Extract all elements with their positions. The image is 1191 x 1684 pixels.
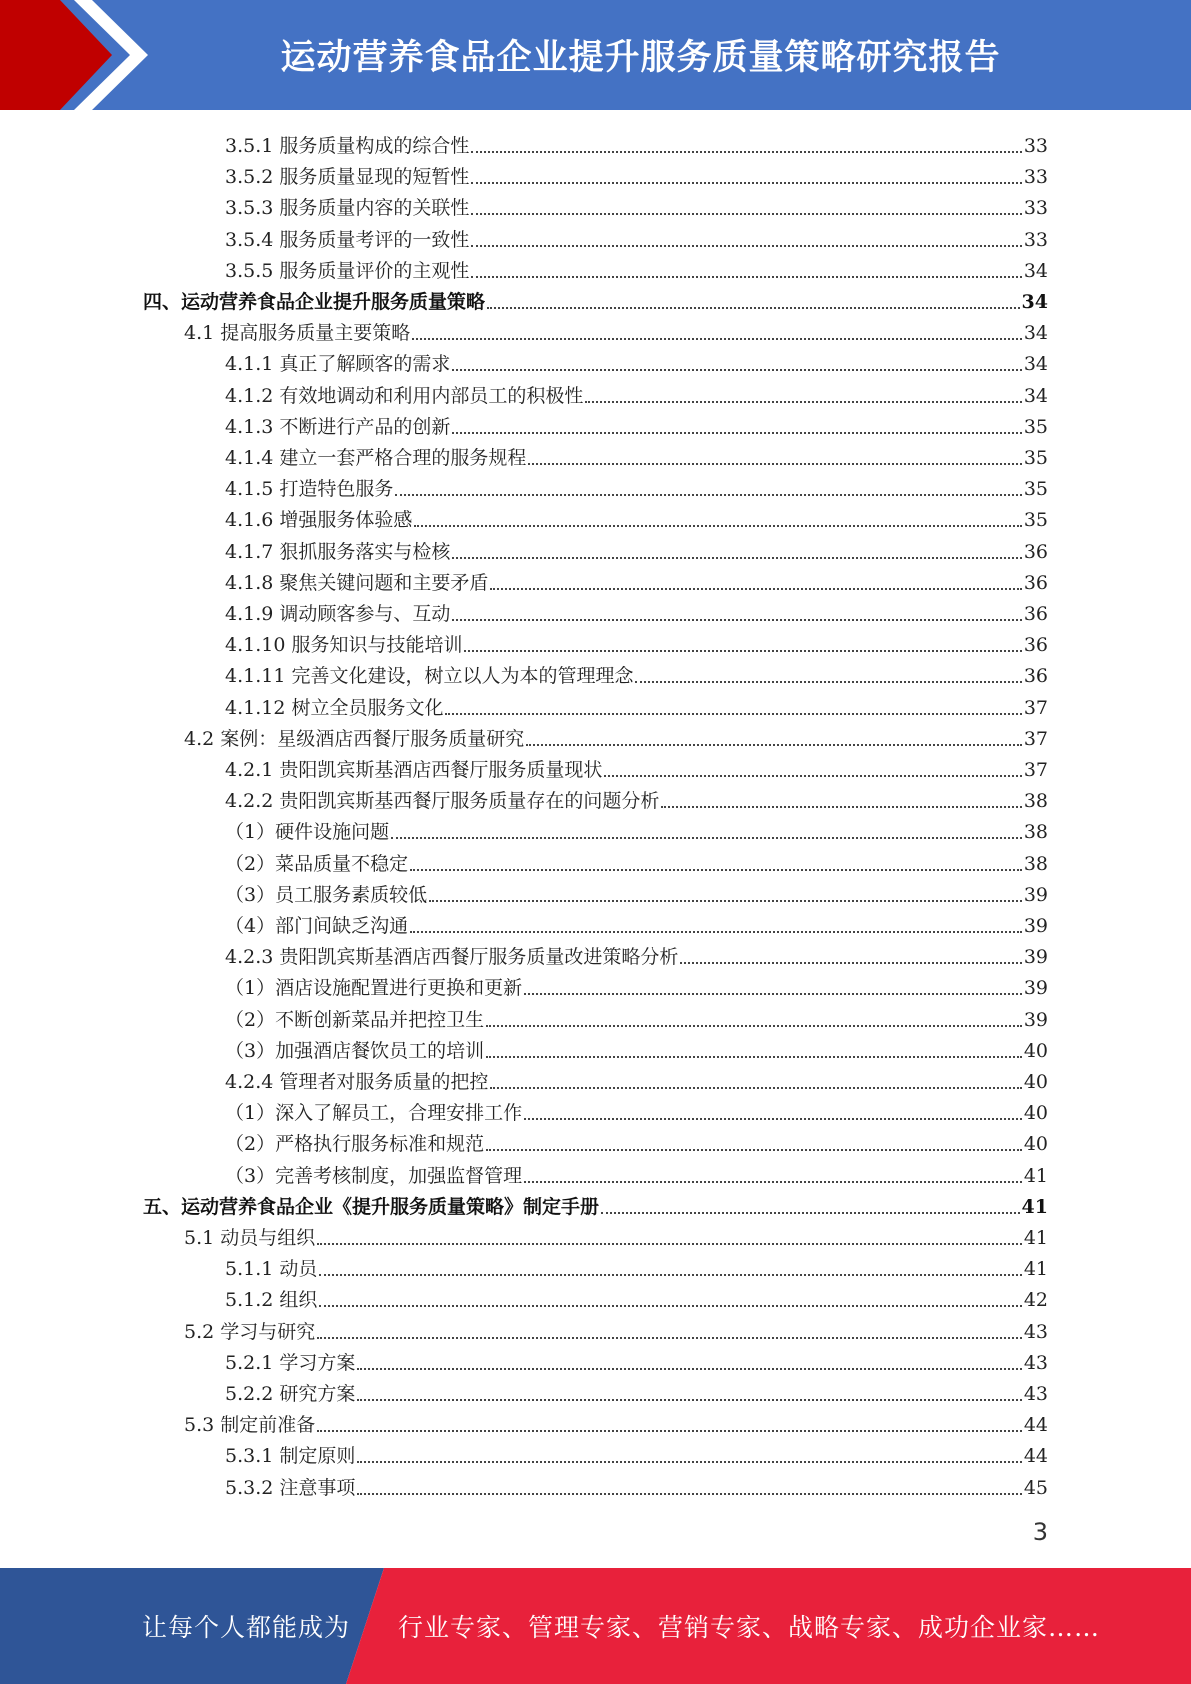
toc-dot-leader [357, 1368, 1021, 1370]
toc-dot-leader [357, 1399, 1021, 1401]
toc-entry-title: （3）加强酒店餐饮员工的培训 [225, 1040, 485, 1062]
toc-dot-leader [680, 962, 1021, 964]
toc-entry-page: 40 [1023, 1102, 1048, 1124]
toc-dot-leader [486, 1149, 1022, 1151]
toc-entry[interactable] [225, 1094, 1048, 1125]
toc-entry-title: 4.1 提高服务质量主要策略 [184, 322, 411, 344]
toc-dot-leader [604, 775, 1021, 777]
toc-dot-leader [524, 993, 1022, 995]
toc-entry-page: 34 [1023, 260, 1048, 282]
toc-entry-page: 36 [1023, 634, 1048, 656]
toc-dot-leader [471, 276, 1021, 278]
toc-entry-title: （2）菜品质量不稳定 [225, 853, 409, 875]
footer-banner [0, 1568, 1191, 1684]
header-bar [0, 0, 1191, 110]
toc-entry-title: 5.1.2 组织 [225, 1289, 318, 1311]
toc-dot-leader [471, 151, 1021, 153]
toc-entry-page: 41 [1023, 1227, 1048, 1249]
toc-entry-page: 45 [1023, 1477, 1048, 1499]
toc-entry[interactable] [225, 439, 1048, 470]
toc-dot-leader [395, 494, 1021, 496]
toc-entry[interactable] [225, 782, 1048, 813]
toc-entry[interactable] [184, 314, 1048, 345]
toc-entry-title: 3.5.5 服务质量评价的主观性 [225, 260, 470, 282]
toc-entry[interactable] [225, 1157, 1048, 1188]
toc-entry-title: （1）深入了解员工，合理安排工作 [225, 1102, 523, 1124]
toc-entry[interactable] [225, 1250, 1048, 1281]
toc-entry-title: 4.1.3 不断进行产品的创新 [225, 416, 451, 438]
footer-slogan-left: 让每个人都能成为 [142, 1613, 351, 1642]
toc-dot-leader [601, 1212, 1020, 1214]
toc-entry-page: 41 [1023, 1258, 1048, 1280]
toc-entry[interactable] [225, 595, 1048, 626]
toc-dot-leader [452, 619, 1021, 621]
toc-entry-title: （3）完善考核制度，加强监督管理 [225, 1165, 523, 1187]
toc-dot-leader [429, 900, 1022, 902]
toc-dot-leader [490, 1087, 1021, 1089]
toc-entry-title: 4.2.4 管理者对服务质量的把控 [225, 1071, 489, 1093]
toc-entry[interactable] [225, 158, 1048, 189]
toc-entry-title: 3.5.3 服务质量内容的关联性 [225, 197, 470, 219]
toc-entry-page: 34 [1023, 322, 1048, 344]
toc-entry[interactable] [225, 221, 1048, 252]
toc-entry-page: 34 [1023, 385, 1048, 407]
toc-entry-page: 33 [1023, 166, 1048, 188]
toc-entry[interactable] [225, 689, 1048, 720]
toc-entry[interactable] [225, 408, 1048, 439]
toc-entry-title: 5.3.2 注意事项 [225, 1477, 356, 1499]
toc-dot-leader [410, 931, 1022, 933]
toc-entry-title: 4.1.9 调动顾客参与、互动 [225, 603, 451, 625]
toc-entry-title: 4.1.6 增强服务体验感 [225, 509, 413, 531]
toc-entry-title: 5.2 学习与研究 [184, 1321, 316, 1343]
toc-entry-title: 5.3 制定前准备 [184, 1414, 316, 1436]
toc-entry-page: 33 [1023, 197, 1048, 219]
toc-entry-page: 39 [1023, 977, 1048, 999]
toc-entry-page: 37 [1023, 759, 1048, 781]
toc-dot-leader [452, 369, 1021, 371]
toc-entry-title: 5.1 动员与组织 [184, 1227, 316, 1249]
toc-dot-leader [317, 1243, 1022, 1245]
toc-dot-leader [319, 1305, 1021, 1307]
page-number: 3 [1032, 1518, 1048, 1546]
toc-entry-page: 36 [1023, 603, 1048, 625]
toc-dot-leader [412, 338, 1022, 340]
toc-entry-page: 38 [1023, 821, 1048, 843]
toc-entry-title: 五、运动营养食品企业《提升服务质量策略》制定手册 [143, 1196, 600, 1218]
toc-dot-leader [410, 869, 1022, 871]
toc-dot-leader [414, 525, 1021, 527]
toc-entry-page: 35 [1023, 478, 1048, 500]
toc-entry[interactable] [225, 345, 1048, 376]
toc-entry-title: （2）不断创新菜品并把控卫生 [225, 1009, 485, 1031]
toc-entry[interactable] [184, 1406, 1048, 1437]
toc-entry[interactable] [225, 252, 1048, 283]
toc-entry[interactable] [225, 813, 1048, 844]
toc-entry[interactable] [225, 938, 1048, 969]
toc-entry[interactable] [184, 1313, 1048, 1344]
toc-dot-leader [585, 401, 1021, 403]
toc-dot-leader [357, 1493, 1021, 1495]
toc-dot-leader [524, 1118, 1022, 1120]
toc-entry-page: 38 [1023, 853, 1048, 875]
toc-dot-leader [317, 1337, 1022, 1339]
toc-entry-page: 37 [1023, 697, 1048, 719]
toc-entry[interactable] [225, 127, 1048, 158]
toc-dot-leader [524, 1181, 1022, 1183]
toc-entry-page: 39 [1023, 1009, 1048, 1031]
toc-dot-leader [357, 1461, 1021, 1463]
toc-dot-leader [452, 557, 1021, 559]
toc-entry-page: 41 [1023, 1165, 1048, 1187]
toc-entry-title: 4.2 案例：星级酒店西餐厅服务质量研究 [184, 728, 525, 750]
toc-entry-title: 4.1.1 真正了解顾客的需求 [225, 353, 451, 375]
toc-entry-page: 35 [1023, 509, 1048, 531]
toc-entry-title: 5.2.2 研究方案 [225, 1383, 356, 1405]
toc-dot-leader [471, 245, 1021, 247]
toc-dot-leader [319, 1274, 1021, 1276]
toc-entry-page: 37 [1023, 728, 1048, 750]
toc-entry-page: 42 [1023, 1289, 1048, 1311]
toc-entry[interactable] [225, 751, 1048, 782]
toc-entry-page: 36 [1023, 572, 1048, 594]
toc-entry-title: 5.3.1 制定原则 [225, 1445, 356, 1467]
toc-entry[interactable] [225, 1437, 1048, 1468]
toc-entry[interactable] [143, 1188, 1048, 1219]
toc-entry-title: 4.1.7 狠抓服务落实与检核 [225, 541, 451, 563]
toc-entry[interactable] [143, 283, 1048, 314]
toc-entry-title: 5.1.1 动员 [225, 1258, 318, 1280]
toc-entry-title: 3.5.1 服务质量构成的综合性 [225, 135, 470, 157]
toc-entry-page: 34 [1021, 291, 1048, 313]
toc-entry[interactable] [225, 1063, 1048, 1094]
chevron-arrow-icon [0, 0, 160, 110]
toc-entry-page: 36 [1023, 541, 1048, 563]
toc-entry[interactable] [225, 657, 1048, 688]
toc-entry-title: 4.1.2 有效地调动和利用内部员工的积极性 [225, 385, 584, 407]
footer-slogan-right: 行业专家、管理专家、营销专家、战略专家、成功企业家…… [398, 1613, 1101, 1642]
toc-entry-page: 35 [1023, 416, 1048, 438]
toc-entry-page: 39 [1023, 915, 1048, 937]
toc-entry-title: 4.1.4 建立一套严格合理的服务规程 [225, 447, 527, 469]
toc-entry-page: 39 [1023, 946, 1048, 968]
toc-entry[interactable] [225, 969, 1048, 1000]
toc-entry[interactable] [225, 626, 1048, 657]
toc-entry-title: 4.1.12 树立全员服务文化 [225, 697, 444, 719]
toc-entry-page: 39 [1023, 884, 1048, 906]
toc-entry-page: 33 [1023, 229, 1048, 251]
toc-dot-leader [452, 432, 1021, 434]
toc-dot-leader [471, 182, 1021, 184]
toc-entry[interactable] [225, 907, 1048, 938]
toc-dot-leader [391, 837, 1022, 839]
toc-entry-title: 4.1.8 聚焦关键问题和主要矛盾 [225, 572, 489, 594]
toc-entry-page: 38 [1023, 790, 1048, 812]
toc-entry-page: 43 [1023, 1352, 1048, 1374]
toc-entry-page: 40 [1023, 1040, 1048, 1062]
toc-entry-page: 40 [1023, 1133, 1048, 1155]
toc-dot-leader [528, 463, 1021, 465]
toc-dot-leader [464, 650, 1021, 652]
toc-dot-leader [526, 744, 1022, 746]
toc-entry-title: 4.1.10 服务知识与技能培训 [225, 634, 463, 656]
toc-entry[interactable] [225, 189, 1048, 220]
toc-entry-title: 4.1.5 打造特色服务 [225, 478, 394, 500]
toc-entry[interactable] [225, 1344, 1048, 1375]
toc-entry[interactable] [225, 501, 1048, 532]
toc-entry-title: （1）酒店设施配置进行更换和更新 [225, 977, 523, 999]
toc-entry[interactable] [225, 377, 1048, 408]
toc-entry-page: 35 [1023, 447, 1048, 469]
toc-entry[interactable] [225, 1281, 1048, 1312]
toc-entry-title: 4.1.11 完善文化建设，树立以人为本的管理理念 [225, 665, 634, 687]
toc-entry-title: （3）员工服务素质较低 [225, 884, 428, 906]
toc-entry-page: 36 [1023, 665, 1048, 687]
toc-entry-title: 4.2.1 贵阳凯宾斯基酒店西餐厅服务质量现状 [225, 759, 603, 781]
toc-entry[interactable] [225, 845, 1048, 876]
toc-entry-title: 5.2.1 学习方案 [225, 1352, 356, 1374]
toc-entry[interactable] [184, 1219, 1048, 1250]
toc-entry-title: （4）部门间缺乏沟通 [225, 915, 409, 937]
toc-dot-leader [486, 1025, 1022, 1027]
toc-entry[interactable] [225, 1375, 1048, 1406]
toc-entry[interactable] [225, 1125, 1048, 1156]
toc-entry[interactable] [184, 720, 1048, 751]
toc-entry[interactable] [225, 1469, 1048, 1500]
toc-entry-title: （1）硬件设施问题 [225, 821, 390, 843]
toc-entry-page: 44 [1023, 1445, 1048, 1467]
toc-dot-leader [486, 1056, 1022, 1058]
toc-entry-page: 33 [1023, 135, 1048, 157]
toc-dot-leader [490, 588, 1021, 590]
toc-dot-leader [317, 1430, 1022, 1432]
toc-entry-page: 40 [1023, 1071, 1048, 1093]
toc-entry-title: 3.5.4 服务质量考评的一致性 [225, 229, 470, 251]
toc-entry-page: 44 [1023, 1414, 1048, 1436]
toc-entry[interactable] [225, 1001, 1048, 1032]
toc-dot-leader [445, 713, 1021, 715]
toc-entry-page: 34 [1023, 353, 1048, 375]
toc-entry-page: 43 [1023, 1383, 1048, 1405]
toc-entry-title: 4.2.2 贵阳凯宾斯基西餐厅服务质量存在的问题分析 [225, 790, 660, 812]
toc-entry-title: 3.5.2 服务质量显现的短暂性 [225, 166, 470, 188]
toc-dot-leader [487, 307, 1020, 309]
document-title: 运动营养食品企业提升服务质量策略研究报告 [280, 38, 1001, 78]
toc-entry[interactable] [225, 1032, 1048, 1063]
toc-entry-page: 41 [1021, 1196, 1048, 1218]
toc-entry-page: 43 [1023, 1321, 1048, 1343]
toc-entry-title: 4.2.3 贵阳凯宾斯基酒店西餐厅服务质量改进策略分析 [225, 946, 679, 968]
toc-entry[interactable] [225, 564, 1048, 595]
toc-dot-leader [661, 806, 1021, 808]
toc-entry[interactable] [225, 470, 1048, 501]
toc-dot-leader [471, 213, 1021, 215]
toc-entry-title: 四、运动营养食品企业提升服务质量策略 [143, 291, 486, 313]
toc-entry[interactable] [225, 876, 1048, 907]
toc-entry[interactable] [225, 533, 1048, 564]
toc-entry-title: （2）严格执行服务标准和规范 [225, 1133, 485, 1155]
toc-dot-leader [635, 681, 1021, 683]
